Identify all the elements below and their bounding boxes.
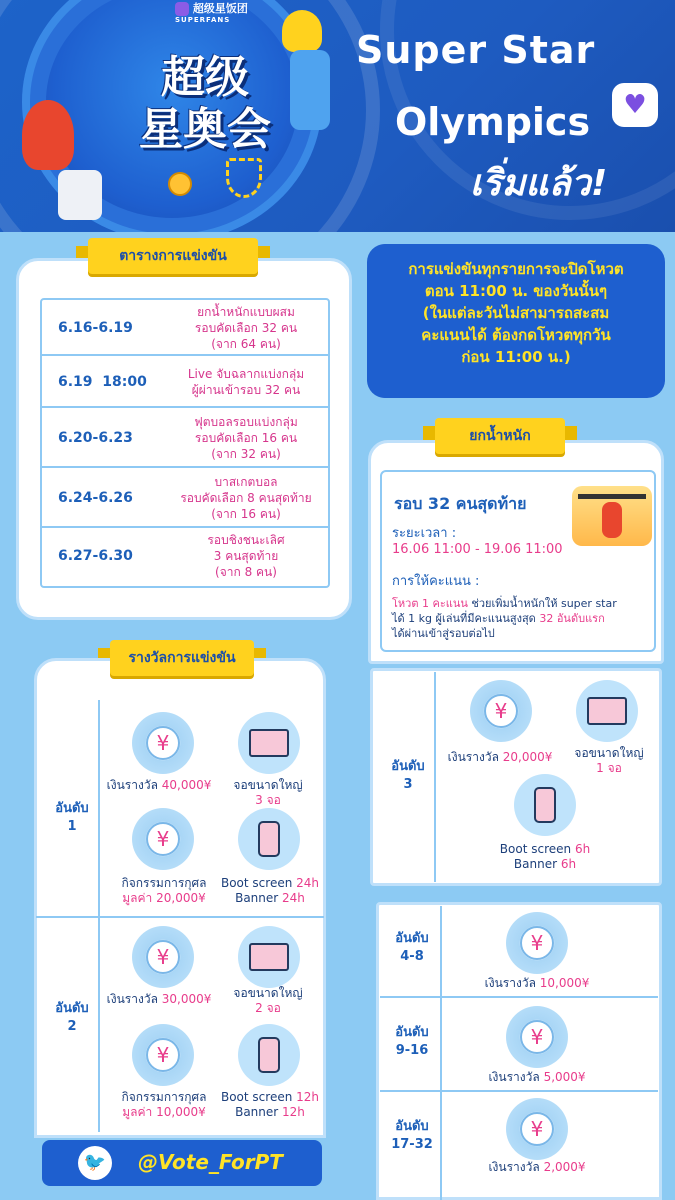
banner-label: Banner xyxy=(513,857,561,871)
period-label: ระยะเวลา : xyxy=(392,526,457,541)
brand-en: SUPERFANS xyxy=(175,16,231,24)
banner-value: 6h xyxy=(560,857,577,871)
schedule-ribbon: ตารางการแข่งขัน xyxy=(88,238,258,274)
schedule-row xyxy=(42,356,328,408)
cash-label: เงินรางวัล xyxy=(106,778,162,792)
charity-coin-icon: ¥ xyxy=(132,1024,194,1086)
screen-label: จอขนาดใหญ่ xyxy=(233,778,303,792)
boot-value: 24h xyxy=(296,876,319,890)
big-screen-icon xyxy=(238,926,300,988)
rank-9-16-label: อันดับ 9-16 xyxy=(395,1025,429,1058)
weightlifting-ribbon: ยกน้ำหนัก xyxy=(435,418,565,454)
cash-coin-icon: ¥ xyxy=(132,712,194,774)
brand-icon xyxy=(175,2,189,16)
big-screen-icon xyxy=(576,680,638,742)
phone-screen-icon xyxy=(238,1024,300,1086)
banner-value: 24h xyxy=(282,891,305,905)
cash-label: เงินรางวัล xyxy=(447,750,503,764)
cash-coin-icon: ¥ xyxy=(132,926,194,988)
scoring-label: การให้คะแนน : xyxy=(392,574,480,589)
title-super-star: Super Star xyxy=(356,28,596,72)
divider xyxy=(380,1090,658,1092)
cash-label: เงินรางวัล xyxy=(488,1070,544,1084)
scoring-text-part: ช่วยเพิ่มน้ำหนักให้ super star ได้ 1 kg ผู้เล่นที่มีคะแนนสูงสุด xyxy=(392,597,617,625)
header-banner xyxy=(0,0,675,232)
cash-value: 5,000¥ xyxy=(543,1070,586,1084)
schedule-date: 6.19 18:00 xyxy=(58,374,147,390)
prizes-ribbon: รางวัลการแข่งขัน xyxy=(110,640,254,676)
schedule-row xyxy=(42,408,328,468)
rank-2-boot xyxy=(218,1090,322,1120)
schedule-table xyxy=(40,298,330,588)
rank-2-cash xyxy=(100,992,218,1007)
cash-label: เงินรางวัล xyxy=(484,976,540,990)
divider xyxy=(36,916,324,918)
charity-value: มูลค่า 20,000¥ xyxy=(122,891,206,905)
phone-screen-icon xyxy=(238,808,300,870)
screen-value: 1 จอ xyxy=(596,761,622,775)
athlete-left-legs xyxy=(58,170,102,220)
voting-notice: การแข่งขันทุกรายการจะปิดโหวต ตอน 11:00 น. ของวันนั้นๆ (ในแต่ละวันไม่สามารถสะสม คะแนนได้ ต้องกดโหวตทุกวัน ก่อน 11:00 น.) xyxy=(367,244,665,398)
cash-coin-icon: ¥ xyxy=(506,1098,568,1160)
charity-coin-icon: ¥ xyxy=(132,808,194,870)
schedule-row xyxy=(42,528,328,586)
rank-2-charity xyxy=(104,1090,224,1120)
schedule-desc: Live จับฉลากแบ่งกลุ่ม ผู้ผ่านเข้ารอบ 32 คน xyxy=(187,367,305,397)
cash-coin-icon: ¥ xyxy=(506,912,568,974)
schedule-row xyxy=(42,300,328,356)
rank-2-screen xyxy=(220,986,316,1016)
schedule-row xyxy=(42,468,328,528)
cash-label: เงินรางวัล xyxy=(106,992,162,1006)
rank-17-32-label: อันดับ 17-32 xyxy=(391,1119,433,1152)
schedule-desc: บาสเกตบอล รอบคัดเลือก 8 คนสุดท้าย (จาก 16 คน) xyxy=(180,475,312,521)
rank-4-8-label: อันดับ 4-8 xyxy=(395,931,429,964)
scoring-highlight: 32 อันดับแรก xyxy=(539,612,605,625)
rank-1-screen xyxy=(220,778,316,808)
rank-3-boot xyxy=(480,842,610,872)
cash-value: 30,000¥ xyxy=(161,992,212,1006)
lifter-figure xyxy=(602,502,622,538)
boot-label: Boot screen xyxy=(220,1090,297,1104)
screen-label: จอขนาดใหญ่ xyxy=(574,746,644,760)
boot-label: Boot screen xyxy=(499,842,575,856)
brand-cn: 超级星饭团 xyxy=(192,2,248,15)
brand-badge xyxy=(175,0,248,24)
rank-3-label: อันดับ 3 xyxy=(391,759,425,792)
schedule-date: 6.24-6.26 xyxy=(58,490,133,506)
basketball-icon xyxy=(168,172,192,196)
schedule-desc: รอบชิงชนะเลิศ 3 คนสุดท้าย (จาก 8 คน) xyxy=(207,533,285,579)
schedule-date: 6.16-6.19 xyxy=(58,320,133,336)
rank-9-16-cash xyxy=(462,1070,612,1085)
boot-value: 12h xyxy=(296,1090,319,1104)
barbell-icon xyxy=(578,494,646,499)
rank-1-charity xyxy=(104,876,224,906)
phone-screen-icon xyxy=(514,774,576,836)
divider xyxy=(380,996,658,998)
rank-3-cash xyxy=(438,750,562,765)
rank-17-32-cash xyxy=(462,1160,612,1175)
rank-1-label: อันดับ 1 xyxy=(55,801,89,834)
twitter-handle-pill[interactable] xyxy=(42,1140,322,1186)
basket-hoop-icon xyxy=(226,158,262,198)
heart-app-icon: ♥ xyxy=(612,83,658,127)
scoring-highlight: โหวต 1 คะแนน xyxy=(392,597,468,610)
charity-label: กิจกรรมการกุศล xyxy=(121,876,207,890)
schedule-desc: ยกน้ำหนักแบบผสม รอบคัดเลือก 32 คน (จาก 64 คน) xyxy=(194,305,298,351)
cash-coin-icon: ¥ xyxy=(506,1006,568,1068)
divider xyxy=(440,906,442,1200)
charity-value: มูลค่า 10,000¥ xyxy=(122,1105,206,1119)
scoring-text-part: ได้ผ่านเข้าสู่รอบต่อไป xyxy=(392,627,495,640)
scoring-text xyxy=(392,596,654,641)
charity-label: กิจกรรมการกุศล xyxy=(121,1090,207,1104)
logo-title: 超级 星奥会 xyxy=(139,52,271,155)
banner-label: Banner xyxy=(235,1105,283,1119)
cash-value: 10,000¥ xyxy=(539,976,590,990)
screen-value: 2 จอ xyxy=(255,1001,281,1015)
screen-value: 3 จอ xyxy=(255,793,281,807)
screen-label: จอขนาดใหญ่ xyxy=(233,986,303,1000)
cash-label: เงินรางวัล xyxy=(488,1160,544,1174)
title-started: เริ่มแล้ว! xyxy=(470,163,608,204)
cash-value: 20,000¥ xyxy=(502,750,553,764)
twitter-icon: 🐦 xyxy=(78,1146,112,1180)
boot-label: Boot screen xyxy=(220,876,297,890)
cash-value: 2,000¥ xyxy=(543,1160,586,1174)
twitter-handle[interactable]: @Vote_ForPT xyxy=(138,1150,283,1174)
rank-3-screen xyxy=(560,746,658,776)
title-olympics: Olympics xyxy=(395,100,591,144)
rank-1-boot xyxy=(218,876,322,906)
round-title: รอบ 32 คนสุดท้าย xyxy=(394,494,527,513)
schedule-desc: ฟุตบอลรอบแบ่งกลุ่ม รอบคัดเลือก 16 คน (จาก 32 คน) xyxy=(194,415,298,461)
rank-4-8-cash xyxy=(462,976,612,991)
banner-label: Banner xyxy=(235,891,283,905)
rank-1-cash xyxy=(100,778,218,793)
rank-2-label: อันดับ 2 xyxy=(55,1001,89,1034)
athlete-left-figure xyxy=(22,100,74,170)
period-value: 16.06 11:00 - 19.06 11:00 xyxy=(392,542,563,557)
boot-value: 6h xyxy=(574,842,591,856)
athlete-right-legs xyxy=(290,50,330,130)
athlete-right-figure xyxy=(282,10,322,52)
schedule-date: 6.27-6.30 xyxy=(58,548,133,564)
big-screen-icon xyxy=(238,712,300,774)
banner-value: 12h xyxy=(282,1105,305,1119)
schedule-date: 6.20-6.23 xyxy=(58,430,133,446)
cash-value: 40,000¥ xyxy=(161,778,212,792)
weightlifting-inner xyxy=(380,470,656,652)
weightlifting-illustration xyxy=(572,486,652,546)
cash-coin-icon: ¥ xyxy=(470,680,532,742)
